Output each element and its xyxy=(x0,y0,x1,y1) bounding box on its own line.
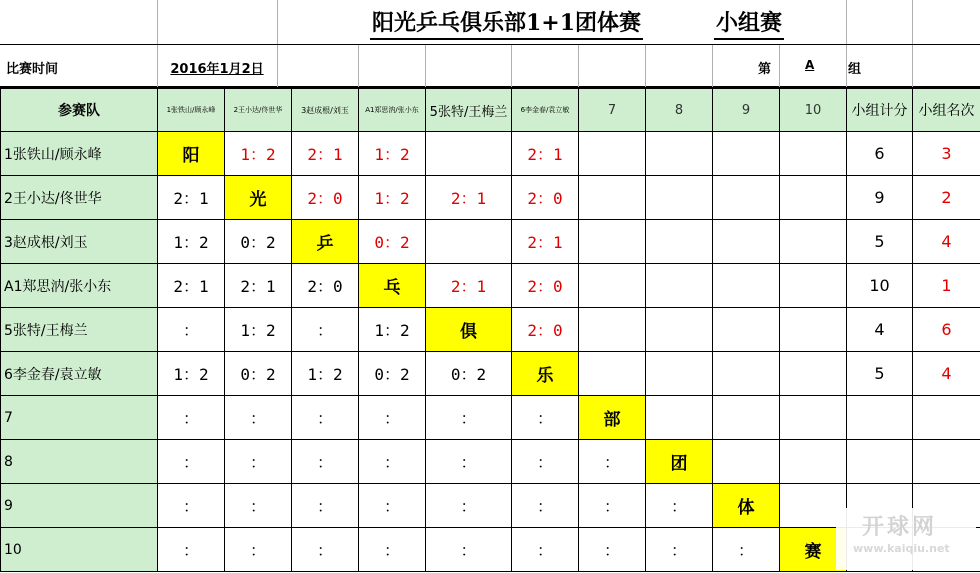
points-header[interactable]: 小组计分 xyxy=(847,89,913,132)
score-cell[interactable]: 2：1 xyxy=(426,264,512,308)
group-prefix: 第 xyxy=(758,62,772,77)
score-cell[interactable] xyxy=(780,352,847,396)
column-header[interactable]: 10 xyxy=(780,89,847,132)
team-name[interactable]: 1张铁山/顾永峰 xyxy=(1,132,158,176)
score-cell[interactable]: ： xyxy=(713,528,780,572)
score-cell[interactable]: ： xyxy=(579,440,646,484)
group-points[interactable]: 10 xyxy=(847,264,913,308)
score-cell[interactable] xyxy=(713,220,780,264)
column-header[interactable]: 3赵成根/刘玉 xyxy=(292,89,359,132)
score-cell[interactable]: 0：2 xyxy=(359,220,426,264)
score-cell[interactable]: ： xyxy=(426,396,512,440)
rank-header[interactable]: 小组名次 xyxy=(913,89,980,132)
group-rank[interactable]: 2 xyxy=(913,176,980,220)
score-cell[interactable]: 2：0 xyxy=(512,176,579,220)
score-cell[interactable]: 2：1 xyxy=(292,132,359,176)
diagonal-cell[interactable]: 赛 xyxy=(780,528,847,572)
score-cell[interactable]: 2：0 xyxy=(292,176,359,220)
score-cell[interactable]: 1：2 xyxy=(359,176,426,220)
column-header[interactable]: 1张铁山/顾永峰 xyxy=(158,89,225,132)
group-points[interactable]: 5 xyxy=(847,220,913,264)
score-cell[interactable]: ： xyxy=(512,396,579,440)
group-rank[interactable] xyxy=(913,396,980,440)
score-cell[interactable] xyxy=(780,440,847,484)
page-subtitle: 小组赛 xyxy=(714,6,784,40)
group-rank[interactable]: 6 xyxy=(913,308,980,352)
score-cell[interactable]: 2：1 xyxy=(426,176,512,220)
table-row xyxy=(1,528,980,572)
group-rank[interactable]: 3 xyxy=(913,132,980,176)
score-cell[interactable] xyxy=(579,352,646,396)
score-cell[interactable] xyxy=(713,264,780,308)
gridline xyxy=(912,45,913,87)
score-cell[interactable]: 0：2 xyxy=(426,352,512,396)
score-cell[interactable] xyxy=(579,132,646,176)
score-cell[interactable]: 1：2 xyxy=(225,132,292,176)
team-name[interactable]: A1郑思汭/张小东 xyxy=(1,264,158,308)
score-cell[interactable]: ： xyxy=(426,484,512,528)
score-cell[interactable]: 1：2 xyxy=(225,308,292,352)
watermark-url: www.kaiqiu.net xyxy=(853,542,950,555)
corner-label: 参赛队 xyxy=(1,89,158,132)
group-rank[interactable] xyxy=(913,440,980,484)
gridline xyxy=(425,45,426,87)
score-cell[interactable] xyxy=(713,132,780,176)
score-cell[interactable]: ： xyxy=(359,528,426,572)
column-header[interactable]: A1郑思汭/张小东 xyxy=(359,89,426,132)
diagonal-cell[interactable]: 乐 xyxy=(512,352,579,396)
score-cell[interactable]: ： xyxy=(426,440,512,484)
score-cell[interactable]: 1：2 xyxy=(158,220,225,264)
score-cell[interactable] xyxy=(646,396,713,440)
score-cell[interactable] xyxy=(646,132,713,176)
score-cell[interactable]: 2：1 xyxy=(158,264,225,308)
column-header[interactable]: 5张特/王梅兰 xyxy=(426,89,512,132)
page-title: 阳光乒乓俱乐部1+1团体赛 xyxy=(370,6,643,40)
score-cell[interactable]: ： xyxy=(225,396,292,440)
group-value[interactable]: A xyxy=(805,58,815,72)
score-cell[interactable]: 2：1 xyxy=(512,132,579,176)
gridline xyxy=(846,0,847,44)
score-cell[interactable]: 0：2 xyxy=(359,352,426,396)
score-cell[interactable] xyxy=(780,176,847,220)
group-suffix: 组 xyxy=(848,62,862,77)
score-cell[interactable]: ： xyxy=(359,484,426,528)
score-cell[interactable]: ： xyxy=(158,396,225,440)
score-cell[interactable] xyxy=(579,264,646,308)
diagonal-cell[interactable]: 体 xyxy=(713,484,780,528)
score-cell[interactable]: ： xyxy=(579,484,646,528)
score-cell[interactable] xyxy=(780,220,847,264)
gridline xyxy=(712,45,713,87)
diagonal-cell[interactable]: 俱 xyxy=(426,308,512,352)
score-cell[interactable]: ： xyxy=(512,484,579,528)
gridline xyxy=(358,45,359,87)
score-cell[interactable]: ： xyxy=(158,308,225,352)
score-cell[interactable] xyxy=(780,396,847,440)
score-cell[interactable] xyxy=(579,308,646,352)
match-date[interactable]: 2016年1月2日 xyxy=(170,62,264,77)
column-header[interactable]: 2王小达/佟世华 xyxy=(225,89,292,132)
watermark-logo: 开球网 xyxy=(862,515,938,540)
score-cell[interactable]: ： xyxy=(292,528,359,572)
header-row xyxy=(1,89,980,132)
score-table xyxy=(0,88,980,572)
table-row xyxy=(1,440,980,484)
title-row xyxy=(0,0,980,44)
score-cell[interactable] xyxy=(426,220,512,264)
group-points[interactable] xyxy=(847,396,913,440)
table-row xyxy=(1,264,980,308)
team-name[interactable]: 10 xyxy=(1,528,158,572)
score-cell[interactable] xyxy=(713,440,780,484)
score-cell[interactable]: 2：1 xyxy=(225,264,292,308)
diagonal-cell[interactable]: 乓 xyxy=(359,264,426,308)
diagonal-cell[interactable]: 部 xyxy=(579,396,646,440)
table-row xyxy=(1,176,980,220)
score-cell[interactable] xyxy=(713,396,780,440)
score-cell[interactable]: ： xyxy=(158,484,225,528)
score-cell[interactable] xyxy=(579,176,646,220)
score-cell[interactable]: 2：1 xyxy=(158,176,225,220)
gridline xyxy=(511,45,512,87)
column-header[interactable]: 9 xyxy=(713,89,780,132)
column-header[interactable]: 6李金春/袁立敏 xyxy=(512,89,579,132)
diagonal-cell[interactable]: 团 xyxy=(646,440,713,484)
group-rank[interactable]: 4 xyxy=(913,352,980,396)
score-cell[interactable]: ： xyxy=(512,440,579,484)
team-name[interactable]: 3赵成根/刘玉 xyxy=(1,220,158,264)
score-cell[interactable] xyxy=(579,220,646,264)
score-cell[interactable]: ： xyxy=(292,396,359,440)
score-cell[interactable]: ： xyxy=(426,528,512,572)
score-cell[interactable]: ： xyxy=(225,484,292,528)
score-cell[interactable]: ： xyxy=(579,528,646,572)
group-rank[interactable]: 1 xyxy=(913,264,980,308)
gridline xyxy=(912,0,913,44)
score-cell[interactable]: 1：2 xyxy=(359,132,426,176)
team-name[interactable]: 7 xyxy=(1,396,158,440)
score-cell[interactable]: ： xyxy=(646,528,713,572)
group-points[interactable]: 9 xyxy=(847,176,913,220)
group-points[interactable]: 6 xyxy=(847,132,913,176)
gridline xyxy=(157,0,158,44)
table-row xyxy=(1,220,980,264)
gridline xyxy=(779,45,780,87)
score-cell[interactable]: ： xyxy=(292,484,359,528)
diagonal-cell[interactable]: 乒 xyxy=(292,220,359,264)
score-cell[interactable]: ： xyxy=(359,396,426,440)
group-points[interactable]: 5 xyxy=(847,352,913,396)
score-cell[interactable] xyxy=(646,264,713,308)
diagonal-cell[interactable]: 阳 xyxy=(158,132,225,176)
team-name[interactable]: 5张特/王梅兰 xyxy=(1,308,158,352)
gridline xyxy=(277,0,278,44)
score-cell[interactable]: ： xyxy=(225,440,292,484)
gridline xyxy=(578,45,579,87)
score-cell[interactable]: ： xyxy=(359,440,426,484)
score-cell[interactable]: 0：2 xyxy=(225,352,292,396)
score-cell[interactable]: ： xyxy=(292,308,359,352)
score-cell[interactable]: ： xyxy=(512,528,579,572)
table-row xyxy=(1,132,980,176)
score-cell[interactable] xyxy=(646,220,713,264)
gridline xyxy=(277,45,278,87)
score-cell[interactable] xyxy=(713,352,780,396)
table-row xyxy=(1,352,980,396)
diagonal-cell[interactable]: 光 xyxy=(225,176,292,220)
score-cell[interactable]: 2：0 xyxy=(512,264,579,308)
table-row xyxy=(1,484,980,528)
group-rank[interactable]: 4 xyxy=(913,220,980,264)
score-cell[interactable]: ： xyxy=(292,440,359,484)
score-cell[interactable] xyxy=(646,308,713,352)
score-cell[interactable]: 1：2 xyxy=(158,352,225,396)
team-name[interactable]: 9 xyxy=(1,484,158,528)
score-cell[interactable] xyxy=(780,308,847,352)
score-cell[interactable]: 1：2 xyxy=(359,308,426,352)
score-cell[interactable] xyxy=(780,132,847,176)
team-name[interactable]: 2王小达/佟世华 xyxy=(1,176,158,220)
score-cell[interactable] xyxy=(780,264,847,308)
column-header[interactable]: 8 xyxy=(646,89,713,132)
team-name[interactable]: 8 xyxy=(1,440,158,484)
score-cell[interactable] xyxy=(646,176,713,220)
info-row xyxy=(0,44,980,88)
score-cell[interactable]: 2：0 xyxy=(292,264,359,308)
score-cell[interactable] xyxy=(646,352,713,396)
score-cell[interactable]: 1：2 xyxy=(292,352,359,396)
group-points[interactable]: 4 xyxy=(847,308,913,352)
score-cell[interactable]: ： xyxy=(158,440,225,484)
score-cell[interactable] xyxy=(713,176,780,220)
score-cell[interactable] xyxy=(713,308,780,352)
score-cell[interactable]: ： xyxy=(158,528,225,572)
group-points[interactable] xyxy=(847,440,913,484)
score-cell[interactable]: ： xyxy=(646,484,713,528)
gridline xyxy=(645,45,646,87)
score-cell[interactable]: 0：2 xyxy=(225,220,292,264)
score-cell[interactable] xyxy=(426,132,512,176)
score-cell[interactable]: ： xyxy=(225,528,292,572)
table-row xyxy=(1,308,980,352)
score-cell[interactable]: 2：0 xyxy=(512,308,579,352)
score-cell[interactable]: 2：1 xyxy=(512,220,579,264)
gridline xyxy=(846,45,847,87)
column-header[interactable]: 7 xyxy=(579,89,646,132)
team-name[interactable]: 6李金春/袁立敏 xyxy=(1,352,158,396)
table-row xyxy=(1,396,980,440)
match-time-label: 比赛时间 xyxy=(6,62,59,77)
